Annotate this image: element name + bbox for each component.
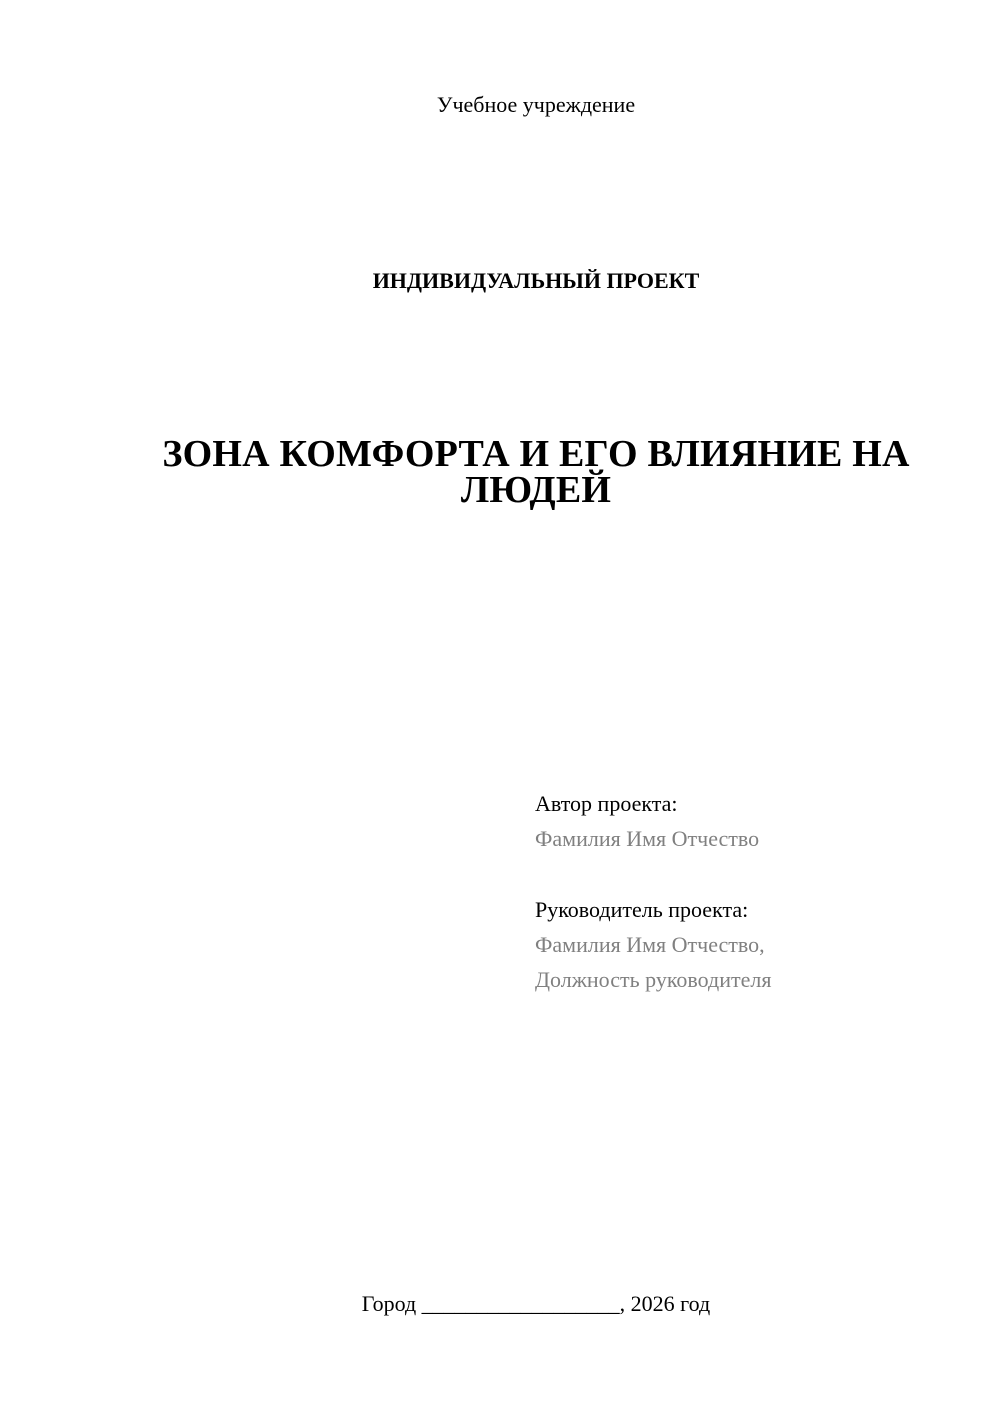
supervisor-name: Фамилия Имя Отчество, xyxy=(535,932,765,957)
author-name: Фамилия Имя Отчество xyxy=(535,826,760,851)
author-block xyxy=(535,786,975,856)
city-year-line xyxy=(0,1290,1000,1318)
project-title-line-1: ЗОНА КОМФОРТА И ЕГО ВЛИЯНИЕ НА xyxy=(162,433,910,475)
project-title-line-2: ЛЮДЕЙ xyxy=(460,469,612,511)
supervisor-position: Должность руководителя xyxy=(535,967,772,992)
year-text: , 2026 год xyxy=(619,1291,711,1316)
author-label: Автор проекта: xyxy=(535,791,678,816)
institution-name: Учебное учреждение xyxy=(436,92,636,117)
project-type-heading: ИНДИВИДУАЛЬНЫЙ ПРОЕКТ xyxy=(372,268,700,293)
supervisor-label: Руководитель проекта: xyxy=(535,897,749,922)
city-blank: __________________ xyxy=(421,1291,620,1316)
project-title xyxy=(140,433,932,511)
supervisor-block xyxy=(535,892,975,997)
city-label: Город xyxy=(361,1291,417,1316)
